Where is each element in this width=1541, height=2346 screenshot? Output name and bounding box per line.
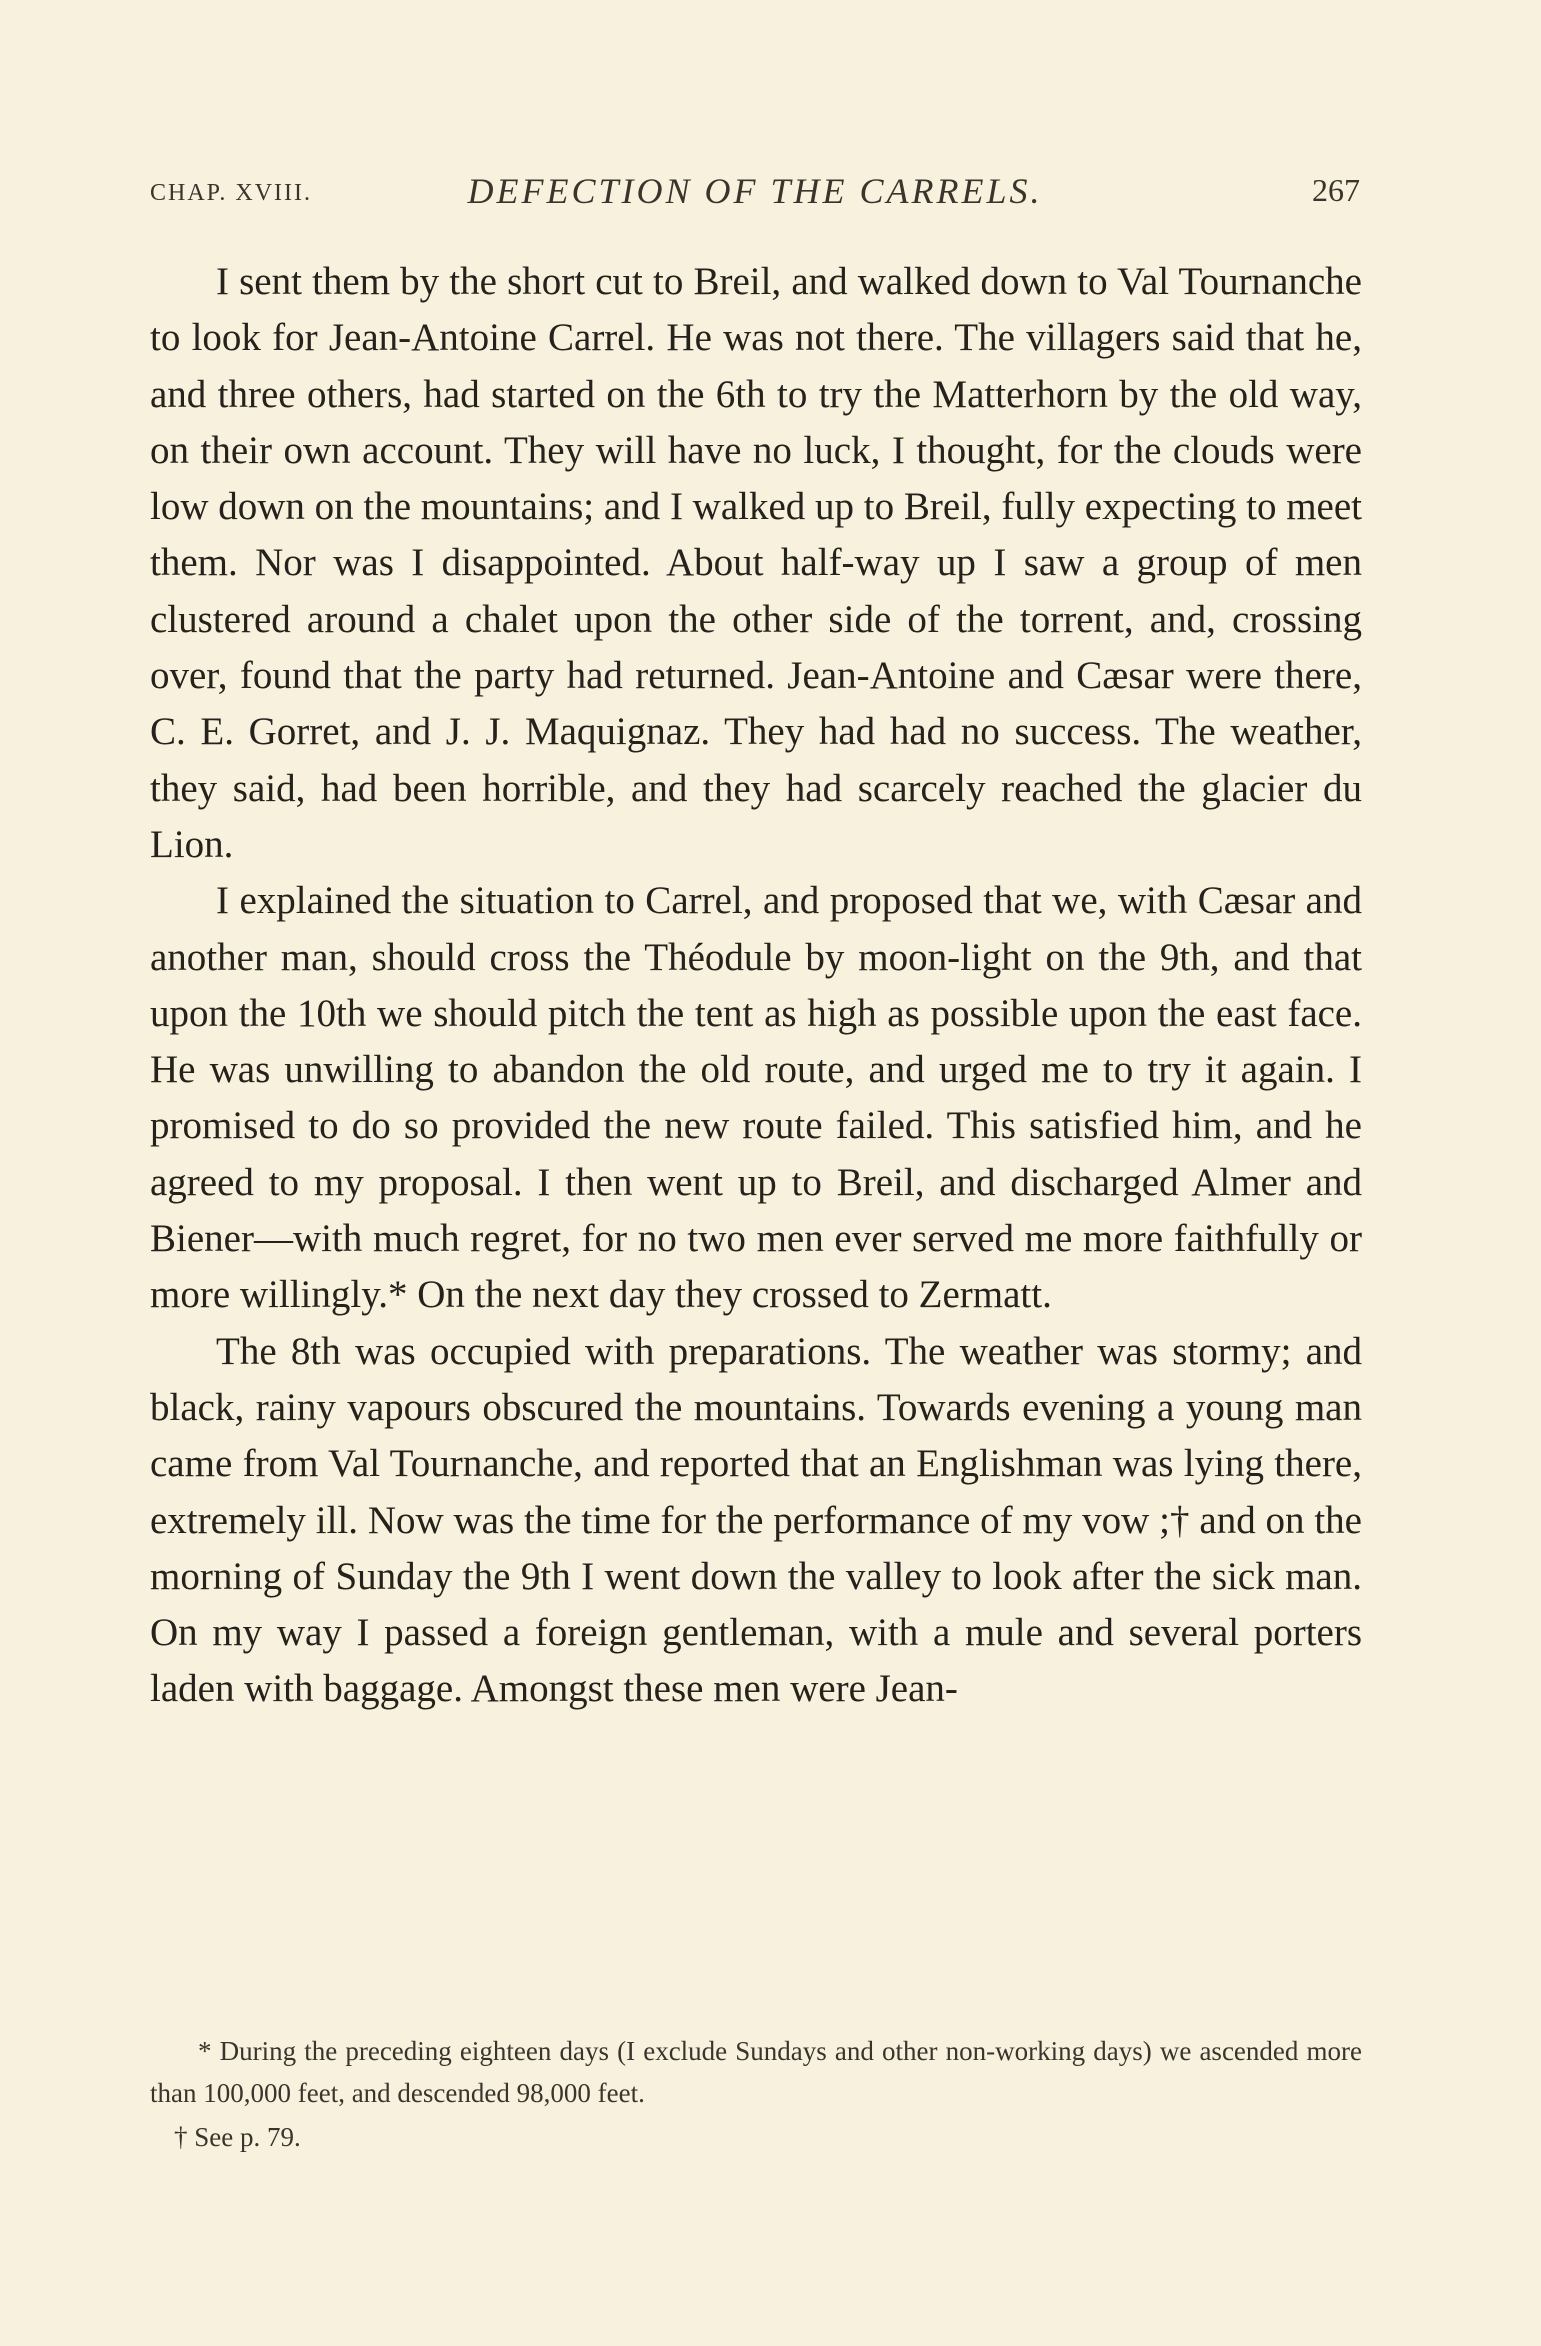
paragraph: I sent them by the short cut to Breil, and walked down to Val Tournanche to look for Jean-Antoine Carrel. He was not there. The villagers said that he, and three others, had started on the 6th to try the Matterhorn by the old way, on their own account. They will have no luck, I thought, for the clouds were low down on the mountains; and I walked up to Breil, fully expecting to meet them. Nor was I disappointed. About half-way up I saw a group of men clustered around a chalet upon the other side of the torrent, and, crossing over, found that the party had returned. Jean-Antoine and Cæsar were there, C. E. Gorret, and J. J. Maquignaz. They had had no success. The weather, they said, had been horrible, and they had scarcely reached the glacier du Lion. xyxy=(150,260,1363,866)
paragraph: I explained the situation to Carrel, and proposed that we, with Cæsar and another man, should cross the Théodule by moon-light on the 9th, and that upon the 10th we should pitch the tent as high as possible upon the east face. He was unwilling to abandon the old route, and urged me to try it again. I promised to do so provided the new route failed. This satisfied him, and he agreed to my proposal. I then went up to Breil, and discharged Almer and Biener—with much regret, for no two men ever served me more faithfully or more willingly.* On the next day they crossed to Zermatt. xyxy=(150,879,1362,1317)
chapter-label: CHAP. XVIII. xyxy=(150,180,312,206)
running-header xyxy=(150,170,1360,220)
footnote: † See p. 79. xyxy=(174,2122,301,2152)
page-number: 267 xyxy=(1312,172,1360,208)
paragraph: The 8th was occupied with preparations. The weather was stormy; and black, rainy vapours obscured the mountains. Towards evening a young man came from Val Tournanche, and reported that an Englishman was lying there, extremely ill. Now was the time for the performance of my vow ;† and on the morning of Sunday the 9th I went down the valley to look after the sick man. On my way I passed a foreign gentleman, with a mule and several porters laden with baggage. Amongst these men were Jean- xyxy=(150,1329,1362,1711)
footnote: * During the preceding eighteen days (I exclude Sundays and other non-working days) we ascended more than 100,000 feet, and descended 98,000 feet. xyxy=(150,2036,1362,2108)
page-title: DEFECTION OF THE CARRELS. xyxy=(467,171,1043,211)
body-text xyxy=(150,254,1362,1718)
footnotes xyxy=(150,2030,1362,2158)
